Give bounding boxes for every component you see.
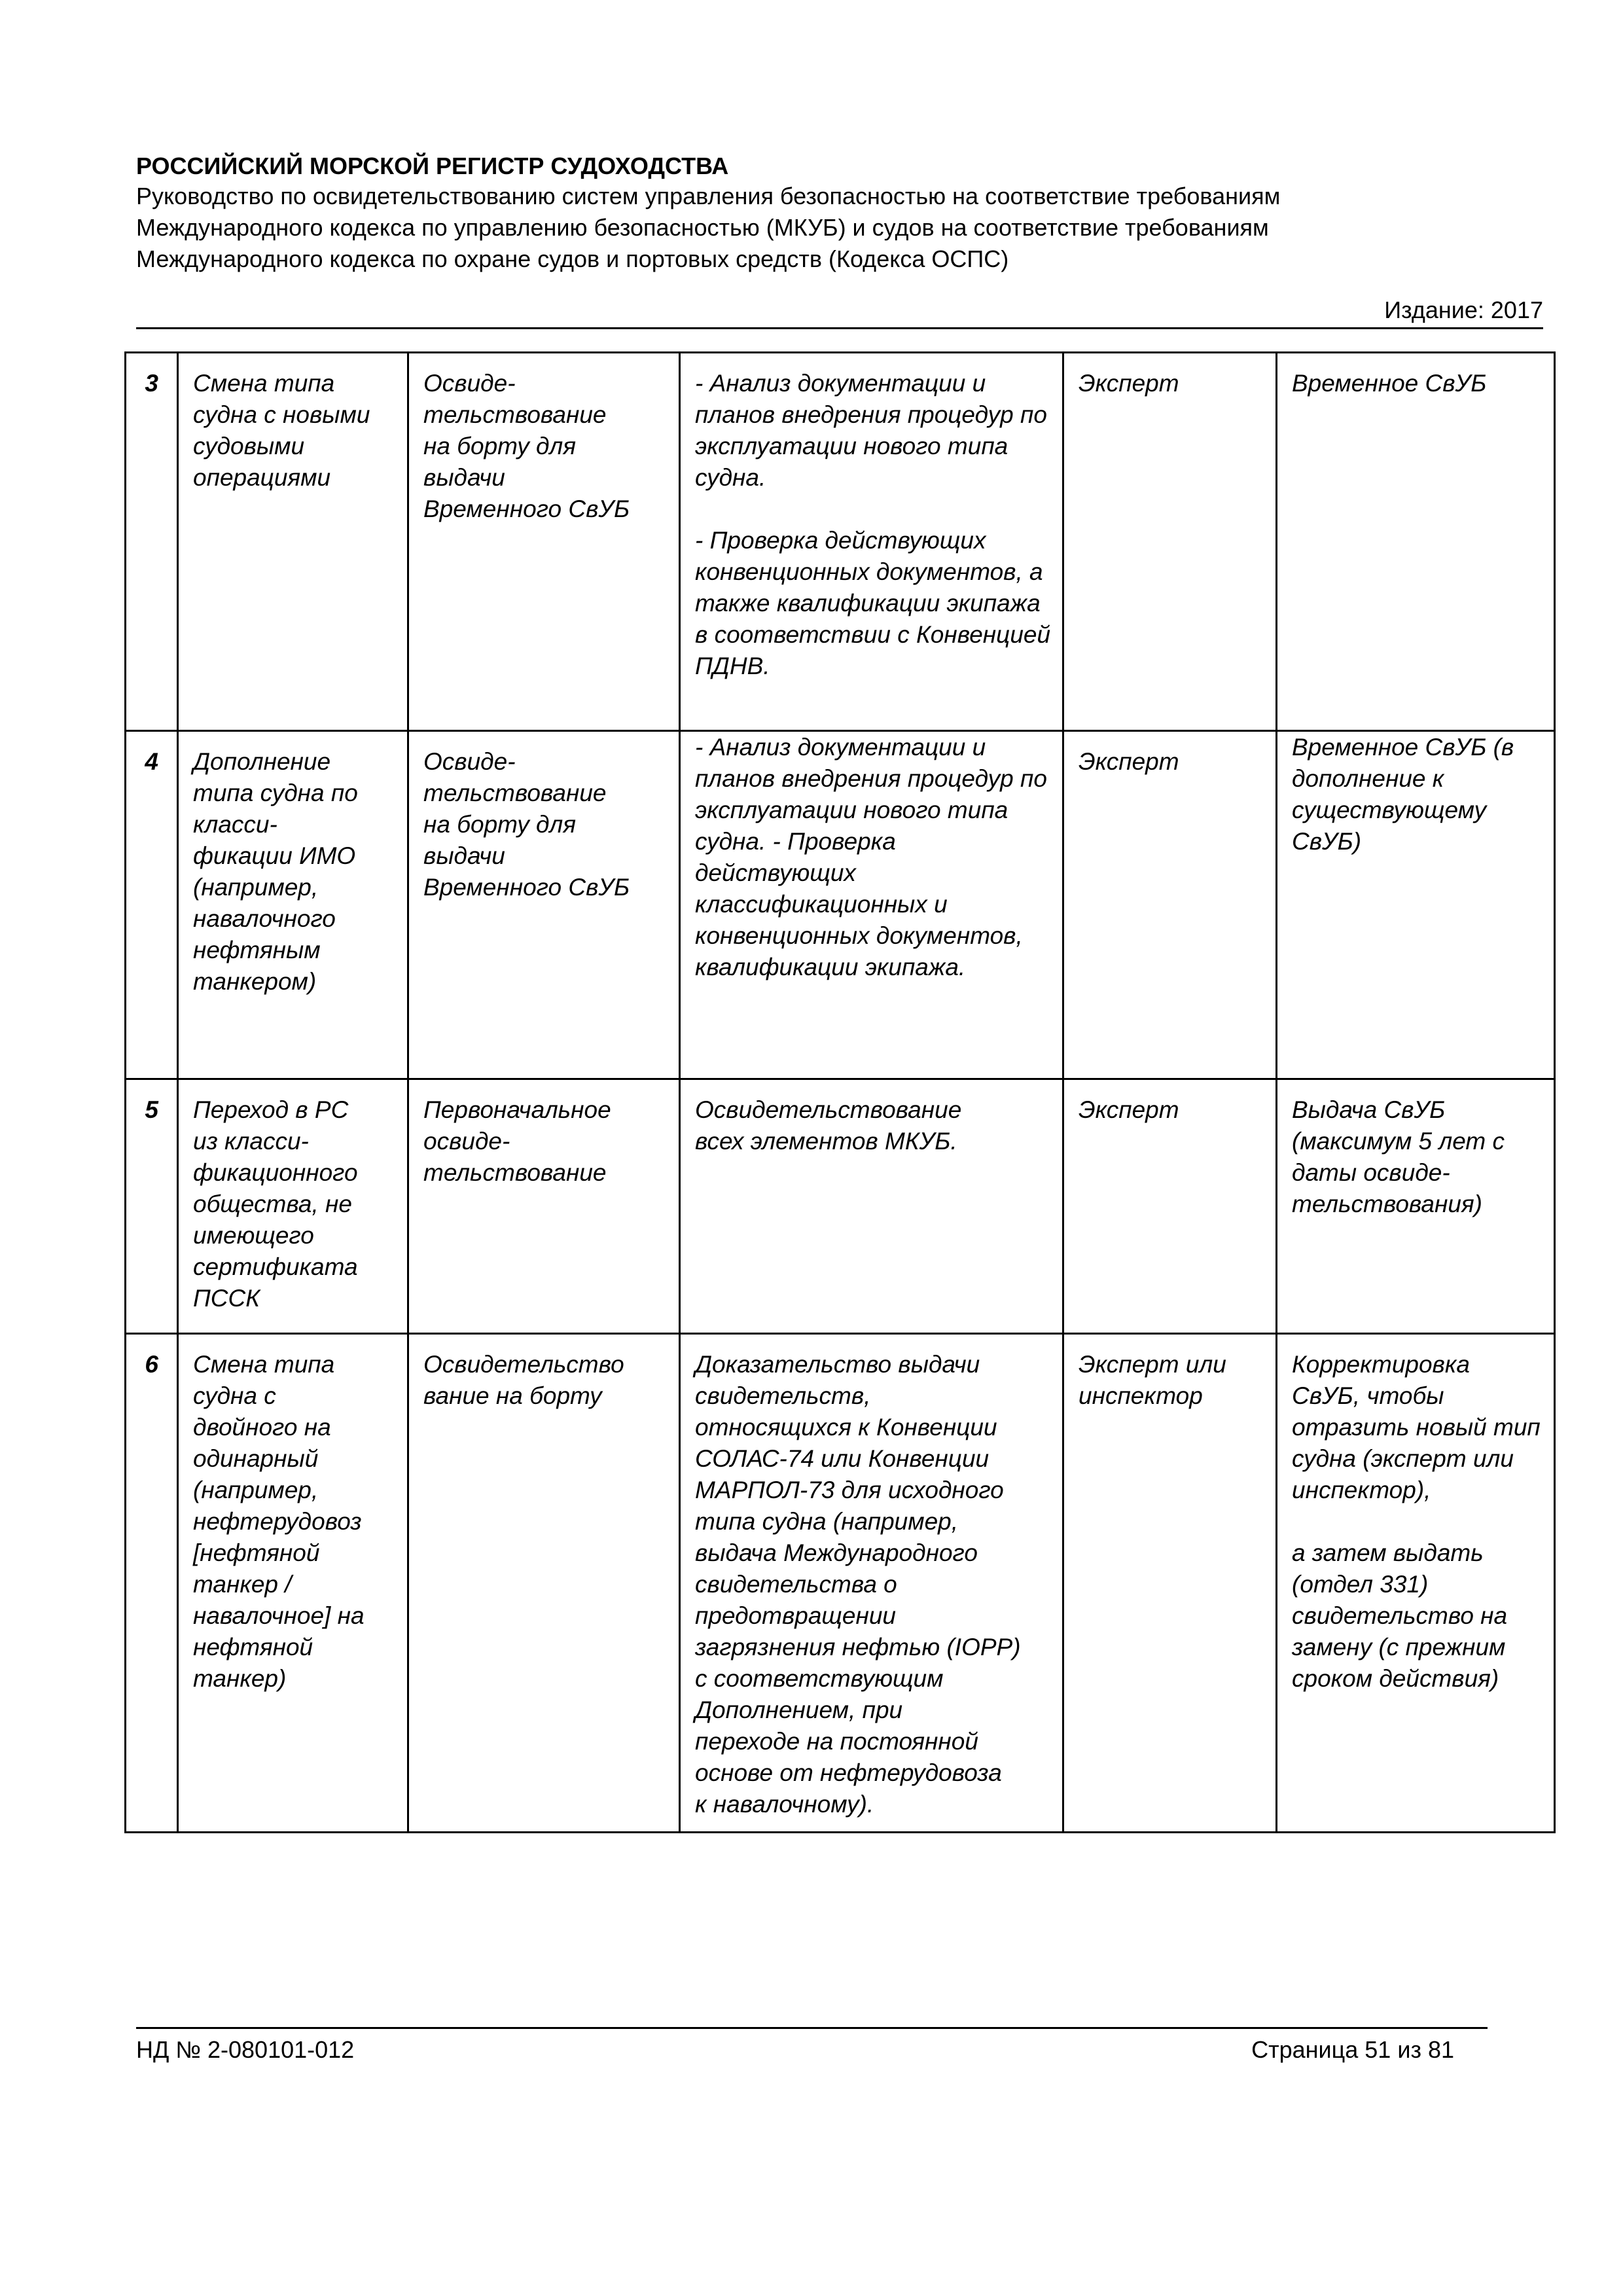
actions-cell: Освидетельствование всех элементов МКУБ. xyxy=(680,1079,1063,1334)
table-row xyxy=(126,353,1555,731)
result-text: Временное СвУБ (в дополнение к существующему СвУБ) xyxy=(1292,734,1514,855)
change-cell: Смена типа судна с двойного на одинарный (например, нефтерудовоз [нефтяной танкер / навалочное] на нефтяной танкер) xyxy=(178,1334,408,1833)
actions-paragraph: - Проверка действующих конвенционных документов, а также квалификации экипажа в соответствии с Конвенцией ПДНВ. xyxy=(695,527,1051,679)
page-number: Страница 51 из 81 xyxy=(1251,2036,1454,2063)
table-row xyxy=(126,1334,1555,1833)
change-cell: Смена типа судна с новыми судовыми операциями xyxy=(178,353,408,731)
actions-cell xyxy=(680,731,1063,1079)
document-subtitle-line-1: Руководство по освидетельствованию систем управления безопасностью на соответствие требованиям xyxy=(136,183,1281,209)
document-number: НД № 2-080101-012 xyxy=(136,2036,355,2063)
survey-type-cell: Освиде- тельствование на борту для выдачи Временного СвУБ xyxy=(408,731,680,1079)
table-row xyxy=(126,731,1555,1079)
result-paragraph: а затем выдать (отдел 331) свидетельство на замену (с прежним сроком действия) xyxy=(1292,1539,1508,1692)
survey-type-cell: Первоначальное освиде- тельствование xyxy=(408,1079,680,1334)
actions-paragraph: - Анализ документации и планов внедрения процедур по эксплуатации нового типа судна. xyxy=(695,370,1047,491)
document-subtitle-line-3: Международного кодекса по охране судов и портовых средств (Кодекса ОСПС) xyxy=(136,245,1009,272)
row-number: 5 xyxy=(126,1079,178,1334)
performer-cell: Эксперт xyxy=(1063,353,1277,731)
actions-cell xyxy=(680,353,1063,731)
result-cell: Временное СвУБ xyxy=(1277,353,1555,731)
performer-cell: Эксперт или инспектор xyxy=(1063,1334,1277,1833)
performer-cell: Эксперт xyxy=(1063,731,1277,1079)
survey-type-cell: Освиде- тельствование на борту для выдачи Временного СвУБ xyxy=(408,353,680,731)
actions-paragraph: - Анализ документации и планов внедрения процедур по эксплуатации нового типа судна. - Проверка действующих классификационных и конвенционных документов, квалификации экипажа. xyxy=(695,734,1047,980)
change-cell: Переход в РС из класси- фикационного общества, не имеющего сертификата ПССК xyxy=(178,1079,408,1334)
actions-cell: Доказательство выдачи свидетельств, относящихся к Конвенции СОЛАС-74 или Конвенции МАРПОЛ-73 для исходного типа судна (например, выдача Международного свидетельства о предотвращении загрязнения нефтью (IOPP) с соответствующим Дополнением, при переходе на постоянной основе от нефтерудовоза к навалочному). xyxy=(680,1334,1063,1833)
result-cell xyxy=(1277,1334,1555,1833)
result-paragraph: Корректировка СвУБ, чтобы отразить новый тип судна (эксперт или инспектор), xyxy=(1292,1351,1541,1503)
change-cell: Дополнение типа судна по класси- фикации ИМО (например, навалочного нефтяным танкером) xyxy=(178,731,408,1079)
result-cell xyxy=(1277,731,1555,1079)
row-number: 4 xyxy=(126,731,178,1079)
result-cell: Выдача СвУБ (максимум 5 лет с даты освиде- тельствования) xyxy=(1277,1079,1555,1334)
edition-label: Издание: 2017 xyxy=(1384,296,1543,323)
row-number: 6 xyxy=(126,1334,178,1833)
survey-type-cell: Освидетельство вание на борту xyxy=(408,1334,680,1833)
performer-cell: Эксперт xyxy=(1063,1079,1277,1334)
organization-name: РОССИЙСКИЙ МОРСКОЙ РЕГИСТР СУДОХОДСТВА xyxy=(136,152,729,179)
survey-table xyxy=(124,351,1556,1833)
document-subtitle-line-2: Международного кодекса по управлению безопасностью (МКУБ) и судов на соответствие требованиям xyxy=(136,214,1269,241)
document-header xyxy=(136,152,1537,275)
header-divider xyxy=(136,327,1543,329)
row-number: 3 xyxy=(126,353,178,731)
footer-divider xyxy=(136,2027,1488,2029)
table-row xyxy=(126,1079,1555,1334)
